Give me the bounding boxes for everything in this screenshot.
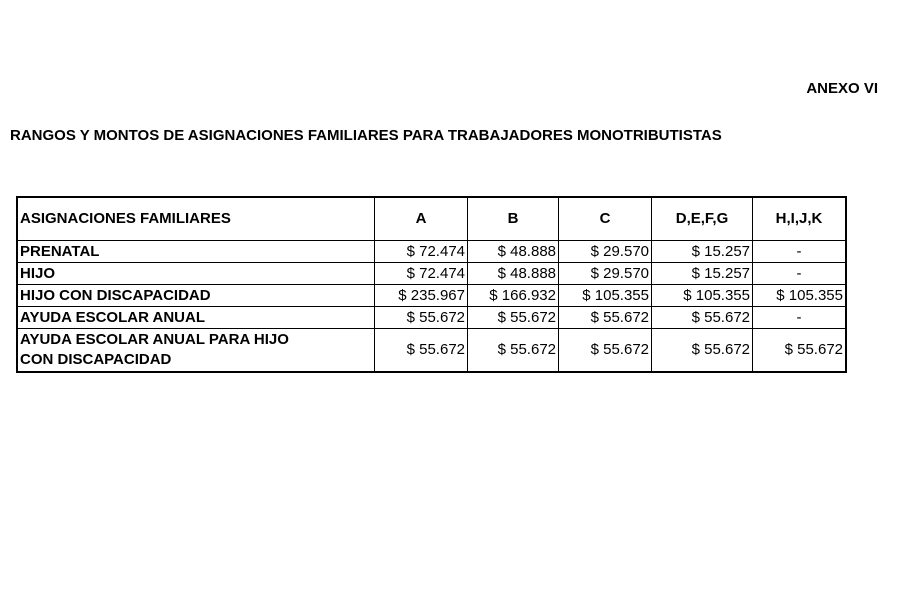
- document-title: RANGOS Y MONTOS DE ASIGNACIONES FAMILIARES PARA TRABAJADORES MONOTRIBUTISTAS: [10, 127, 722, 144]
- allowances-table: [16, 196, 847, 373]
- row-label-prenatal: PRENATAL: [17, 241, 375, 263]
- table-row: [17, 285, 846, 307]
- cell-value: $ 105.355: [559, 285, 652, 307]
- cell-value: $ 55.672: [559, 329, 652, 373]
- cell-value: $ 55.672: [468, 307, 559, 329]
- row-label-hijo: HIJO: [17, 263, 375, 285]
- row-label-line: AYUDA ESCOLAR ANUAL PARA HIJO: [20, 331, 289, 348]
- cell-value: -: [753, 263, 847, 285]
- row-label-hijo-discapacidad: HIJO CON DISCAPACIDAD: [17, 285, 375, 307]
- cell-value: $ 55.672: [652, 307, 753, 329]
- cell-value: $ 48.888: [468, 241, 559, 263]
- cell-value: $ 15.257: [652, 263, 753, 285]
- cell-value: $ 105.355: [652, 285, 753, 307]
- cell-value: $ 55.672: [753, 329, 847, 373]
- cell-value: -: [753, 307, 847, 329]
- cell-value: $ 48.888: [468, 263, 559, 285]
- header-category-defg: D,E,F,G: [652, 197, 753, 241]
- annex-label: ANEXO VI: [806, 80, 878, 97]
- cell-value: $ 29.570: [559, 263, 652, 285]
- cell-value: $ 55.672: [375, 329, 468, 373]
- table-header-row: [17, 197, 846, 241]
- cell-value: $ 29.570: [559, 241, 652, 263]
- table-row: [17, 263, 846, 285]
- cell-value: $ 105.355: [753, 285, 847, 307]
- row-label-line: CON DISCAPACIDAD: [20, 351, 172, 368]
- cell-value: -: [753, 241, 847, 263]
- cell-value: $ 72.474: [375, 241, 468, 263]
- cell-value: $ 15.257: [652, 241, 753, 263]
- row-label-ayuda-escolar: AYUDA ESCOLAR ANUAL: [17, 307, 375, 329]
- cell-value: $ 166.932: [468, 285, 559, 307]
- table-row: [17, 329, 846, 373]
- cell-value: $ 55.672: [468, 329, 559, 373]
- cell-value: $ 55.672: [375, 307, 468, 329]
- header-category-a: A: [375, 197, 468, 241]
- cell-value: $ 235.967: [375, 285, 468, 307]
- row-label-ayuda-escolar-discapacidad: [17, 329, 375, 373]
- header-category-c: C: [559, 197, 652, 241]
- header-category-hijk: H,I,J,K: [753, 197, 847, 241]
- cell-value: $ 55.672: [559, 307, 652, 329]
- table-row: [17, 307, 846, 329]
- header-allowances: ASIGNACIONES FAMILIARES: [17, 197, 375, 241]
- cell-value: $ 72.474: [375, 263, 468, 285]
- header-category-b: B: [468, 197, 559, 241]
- table-row: [17, 241, 846, 263]
- cell-value: $ 55.672: [652, 329, 753, 373]
